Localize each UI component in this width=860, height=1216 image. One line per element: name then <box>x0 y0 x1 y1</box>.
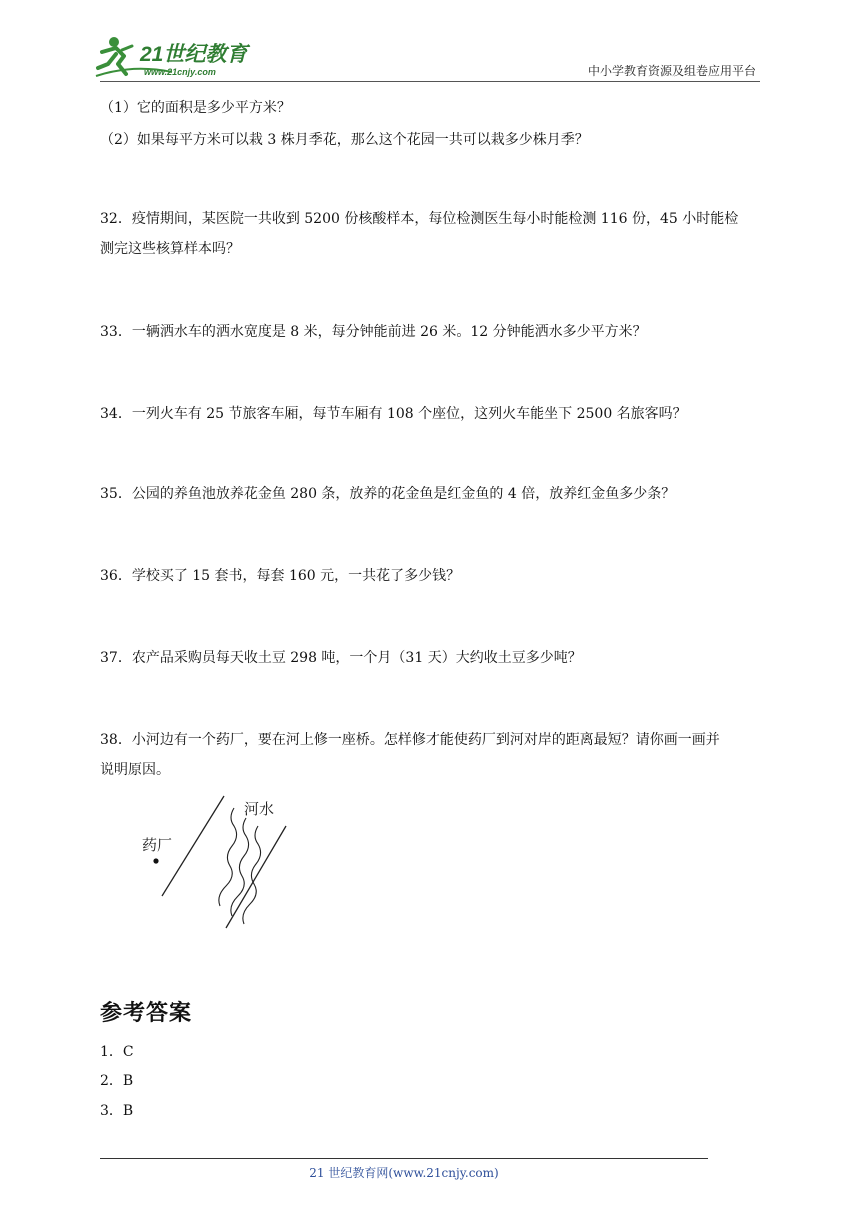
q31-sub1: （1）它的面积是多少平方米？ <box>100 100 291 116</box>
q33: 33．一辆洒水车的洒水宽度是 8 米，每分钟能前进 26 米。12 分钟能洒水多少平方米？ <box>100 324 647 340</box>
site-logo <box>92 34 262 80</box>
q32-line1: 32．疫情期间，某医院一共收到 5200 份核酸样本，每位检测医生每小时能检测 116 份，45 小时能检 <box>100 211 739 227</box>
q36: 36．学校买了 15 套书，每套 160 元，一共花了多少钱？ <box>100 568 461 584</box>
logo-graphic <box>92 34 262 80</box>
river-label: 河水 <box>244 800 275 818</box>
q38-line2: 说明原因。 <box>100 762 170 778</box>
q32-line2: 测完这些核算样本吗？ <box>100 241 240 257</box>
header-divider <box>100 81 760 82</box>
q37: 37．农产品采购员每天收土豆 298 吨，一个月（31 天）大约收土豆多少吨？ <box>100 650 582 666</box>
answers-title: 参考答案 <box>100 1000 193 1026</box>
answer-item: 3．B <box>100 1103 134 1119</box>
river-factory-figure <box>136 790 296 935</box>
svg-text:21世纪教育: 21世纪教育 <box>140 43 248 66</box>
q38-line1: 38．小河边有一个药厂，要在河上修一座桥。怎样修才能使药厂到河对岸的距离最短？请你画一画并 <box>100 732 720 748</box>
factory-dot <box>153 858 158 863</box>
footer-divider <box>100 1158 708 1159</box>
q31-sub2: （2）如果每平方米可以栽 3 株月季花，那么这个花园一共可以栽多少株月季？ <box>100 132 589 148</box>
svg-text:www.21cnjy.com: www.21cnjy.com <box>144 67 216 77</box>
q34: 34．一列火车有 25 节旅客车厢，每节车厢有 108 个座位，这列火车能坐下 2500 名旅客吗？ <box>100 406 687 422</box>
water-wave-2 <box>231 818 249 916</box>
q35: 35．公园的养鱼池放养花金鱼 280 条，放养的花金鱼是红金鱼的 4 倍，放养红金鱼多少条？ <box>100 486 676 502</box>
footer-link[interactable]: 21 世纪教育网(www.21cnjy.com) <box>309 1166 499 1180</box>
factory-label: 药厂 <box>142 836 173 854</box>
answer-item: 1．C <box>100 1044 134 1060</box>
header-platform-text: 中小学教育资源及组卷应用平台 <box>587 64 756 78</box>
answer-item: 2．B <box>100 1073 134 1089</box>
water-wave-1 <box>219 808 237 906</box>
